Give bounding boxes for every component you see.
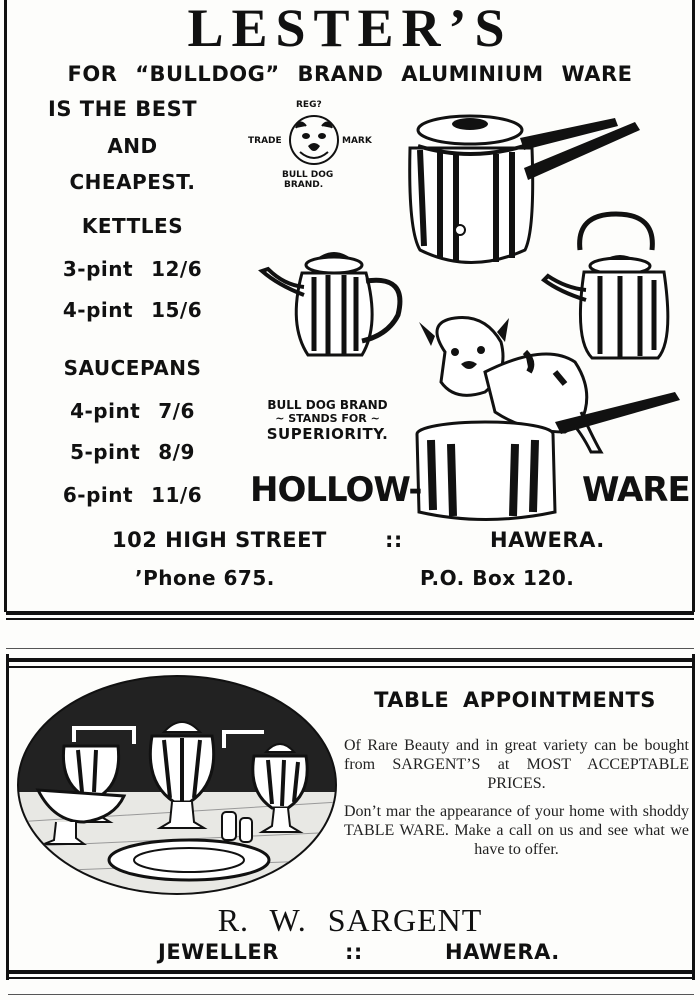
phone-number: ’Phone 675. — [135, 566, 275, 590]
top-border-rule — [8, 658, 694, 662]
bottom-border-rule — [8, 970, 694, 974]
ware-word: WARE — [582, 470, 690, 510]
saucepan-price-row — [40, 399, 225, 423]
hollow-word: HOLLOW- — [250, 470, 422, 510]
claim-line-3: CHEAPEST. — [69, 170, 196, 194]
bottom-border-rule-thin — [8, 977, 694, 979]
right-border-rule — [692, 0, 695, 612]
description-paragraph: Of Rare Beauty and in great variety can be bought from SARGENT’S at MOST ACCEPTABLE PRICES. — [344, 737, 689, 792]
po-box: P.O. Box 120. — [420, 566, 575, 590]
slogan-line: SUPERIORITY. — [266, 425, 389, 443]
kettle-price-row — [40, 257, 225, 281]
mark-label: MARK — [342, 136, 372, 146]
saucepan-price: 11/6 — [151, 483, 203, 507]
street-address: 102 HIGH STREET — [112, 528, 327, 552]
saucepan-price-row — [40, 440, 225, 464]
bottom-border-rule — [6, 611, 694, 615]
bulldog-trademark — [246, 100, 386, 195]
reg-label: REG? — [296, 100, 322, 110]
kettle-price: 15/6 — [151, 298, 203, 322]
slogan-line: ~ STANDS FOR ~ — [275, 412, 380, 425]
saucepan-size: 6-pint — [62, 483, 134, 507]
teapot-illustration — [258, 245, 410, 365]
separator: :: — [345, 940, 363, 964]
kettle-price-row — [40, 298, 225, 322]
town: HAWERA. — [490, 528, 605, 552]
town: HAWERA. — [445, 940, 560, 964]
saucepan-price-row — [40, 483, 225, 507]
brand-label-2: BRAND. — [284, 180, 324, 190]
bulldog-face-icon — [286, 112, 342, 168]
saucepan-size: 4-pint — [70, 399, 141, 423]
claim-line-1: IS THE BEST — [48, 97, 198, 121]
claim-line-2: AND — [107, 134, 158, 158]
kettle-size: 4-pint — [62, 298, 134, 322]
sargent-advertisement — [0, 640, 700, 1000]
advert-title: LESTER’S — [187, 0, 513, 58]
advert-subtitle: FOR “BULLDOG” BRAND ALUMINIUM WARE — [67, 62, 633, 86]
slogan-line: BULL DOG BRAND — [267, 398, 388, 412]
top-divider — [6, 648, 694, 649]
saucepan-price: 8/9 — [158, 440, 195, 464]
saucepans-heading: SAUCEPANS — [63, 356, 202, 380]
table-appointments-heading: TABLE APPOINTMENTS — [374, 688, 656, 712]
occupation: JEWELLER — [158, 940, 279, 964]
separator: :: — [385, 528, 403, 552]
kettle-size: 3-pint — [62, 257, 134, 281]
kettle-price: 12/6 — [151, 257, 203, 281]
top-border-rule-thin — [8, 666, 694, 668]
slogan-block — [250, 398, 405, 443]
tableware-illustration — [14, 672, 340, 898]
kettles-heading: KETTLES — [81, 214, 184, 238]
merchant-name: R. W. SARGENT — [217, 902, 483, 938]
description-paragraph: Don’t mar the appearance of your home with shoddy TABLE WARE. Make a call on us and see what we have to offer. — [344, 803, 689, 858]
left-border-rule — [4, 0, 7, 612]
saucepan-size: 5-pint — [70, 440, 141, 464]
bottom-border-rule-thin — [6, 618, 694, 620]
bottom-divider — [8, 994, 694, 995]
brand-label-1: BULL DOG — [282, 170, 334, 180]
saucepan-price: 7/6 — [158, 399, 195, 423]
trade-label: TRADE — [248, 136, 282, 146]
